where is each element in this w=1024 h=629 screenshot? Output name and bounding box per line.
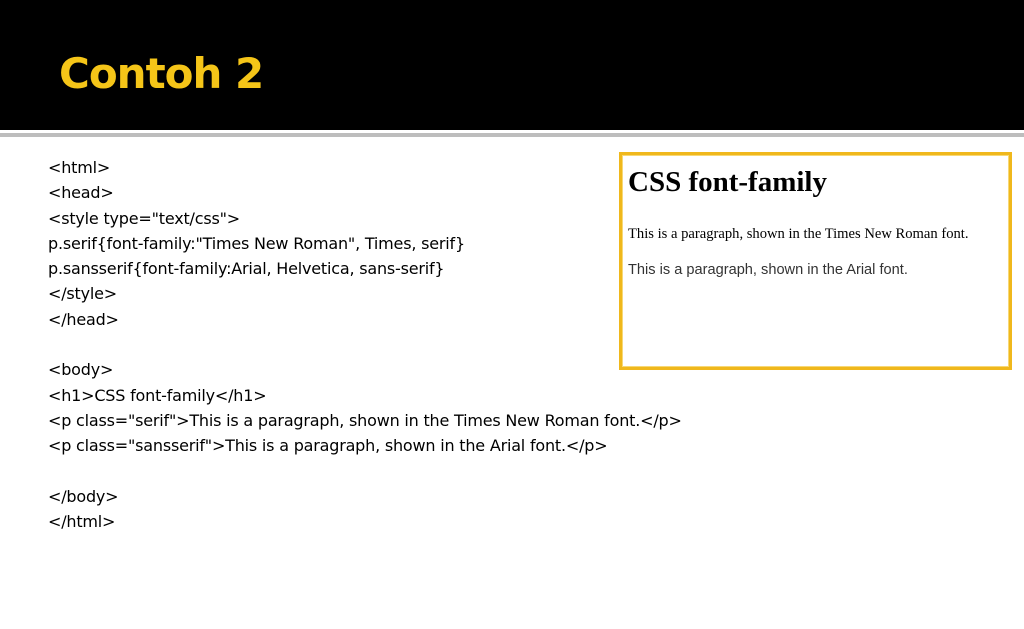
slide-header [0,0,1024,130]
code-line: </html> [48,512,116,532]
code-line: </head> [48,309,119,329]
code-line-blank [48,332,682,357]
code-line: <style type="text/css"> [48,208,240,228]
slide-title: Contoh 2 [59,49,264,98]
rendered-output-preview [619,152,1012,370]
preview-heading: CSS font-family [628,166,827,198]
preview-sans-paragraph: This is a paragraph, shown in the Arial font. [628,262,908,278]
code-line: <p class="serif">This is a paragraph, shown in the Times New Roman font.</p> [48,410,682,430]
code-line: </body> [48,486,119,506]
code-line: <p class="sansserif">This is a paragraph, shown in the Arial font.</p> [48,436,608,456]
code-line-blank [48,459,682,484]
code-line: <head> [48,183,114,203]
preview-serif-paragraph: This is a paragraph, shown in the Times New Roman font. [628,226,969,242]
code-line: <h1>CSS font-family</h1> [48,385,267,405]
code-listing [48,155,682,534]
header-divider [0,133,1024,137]
code-line: p.sansserif{font-family:Arial, Helvetica, sans-serif} [48,259,445,279]
code-line: <body> [48,360,114,380]
code-line: p.serif{font-family:"Times New Roman", Times, serif} [48,233,465,253]
code-line: </style> [48,284,117,304]
code-line: <html> [48,158,111,177]
